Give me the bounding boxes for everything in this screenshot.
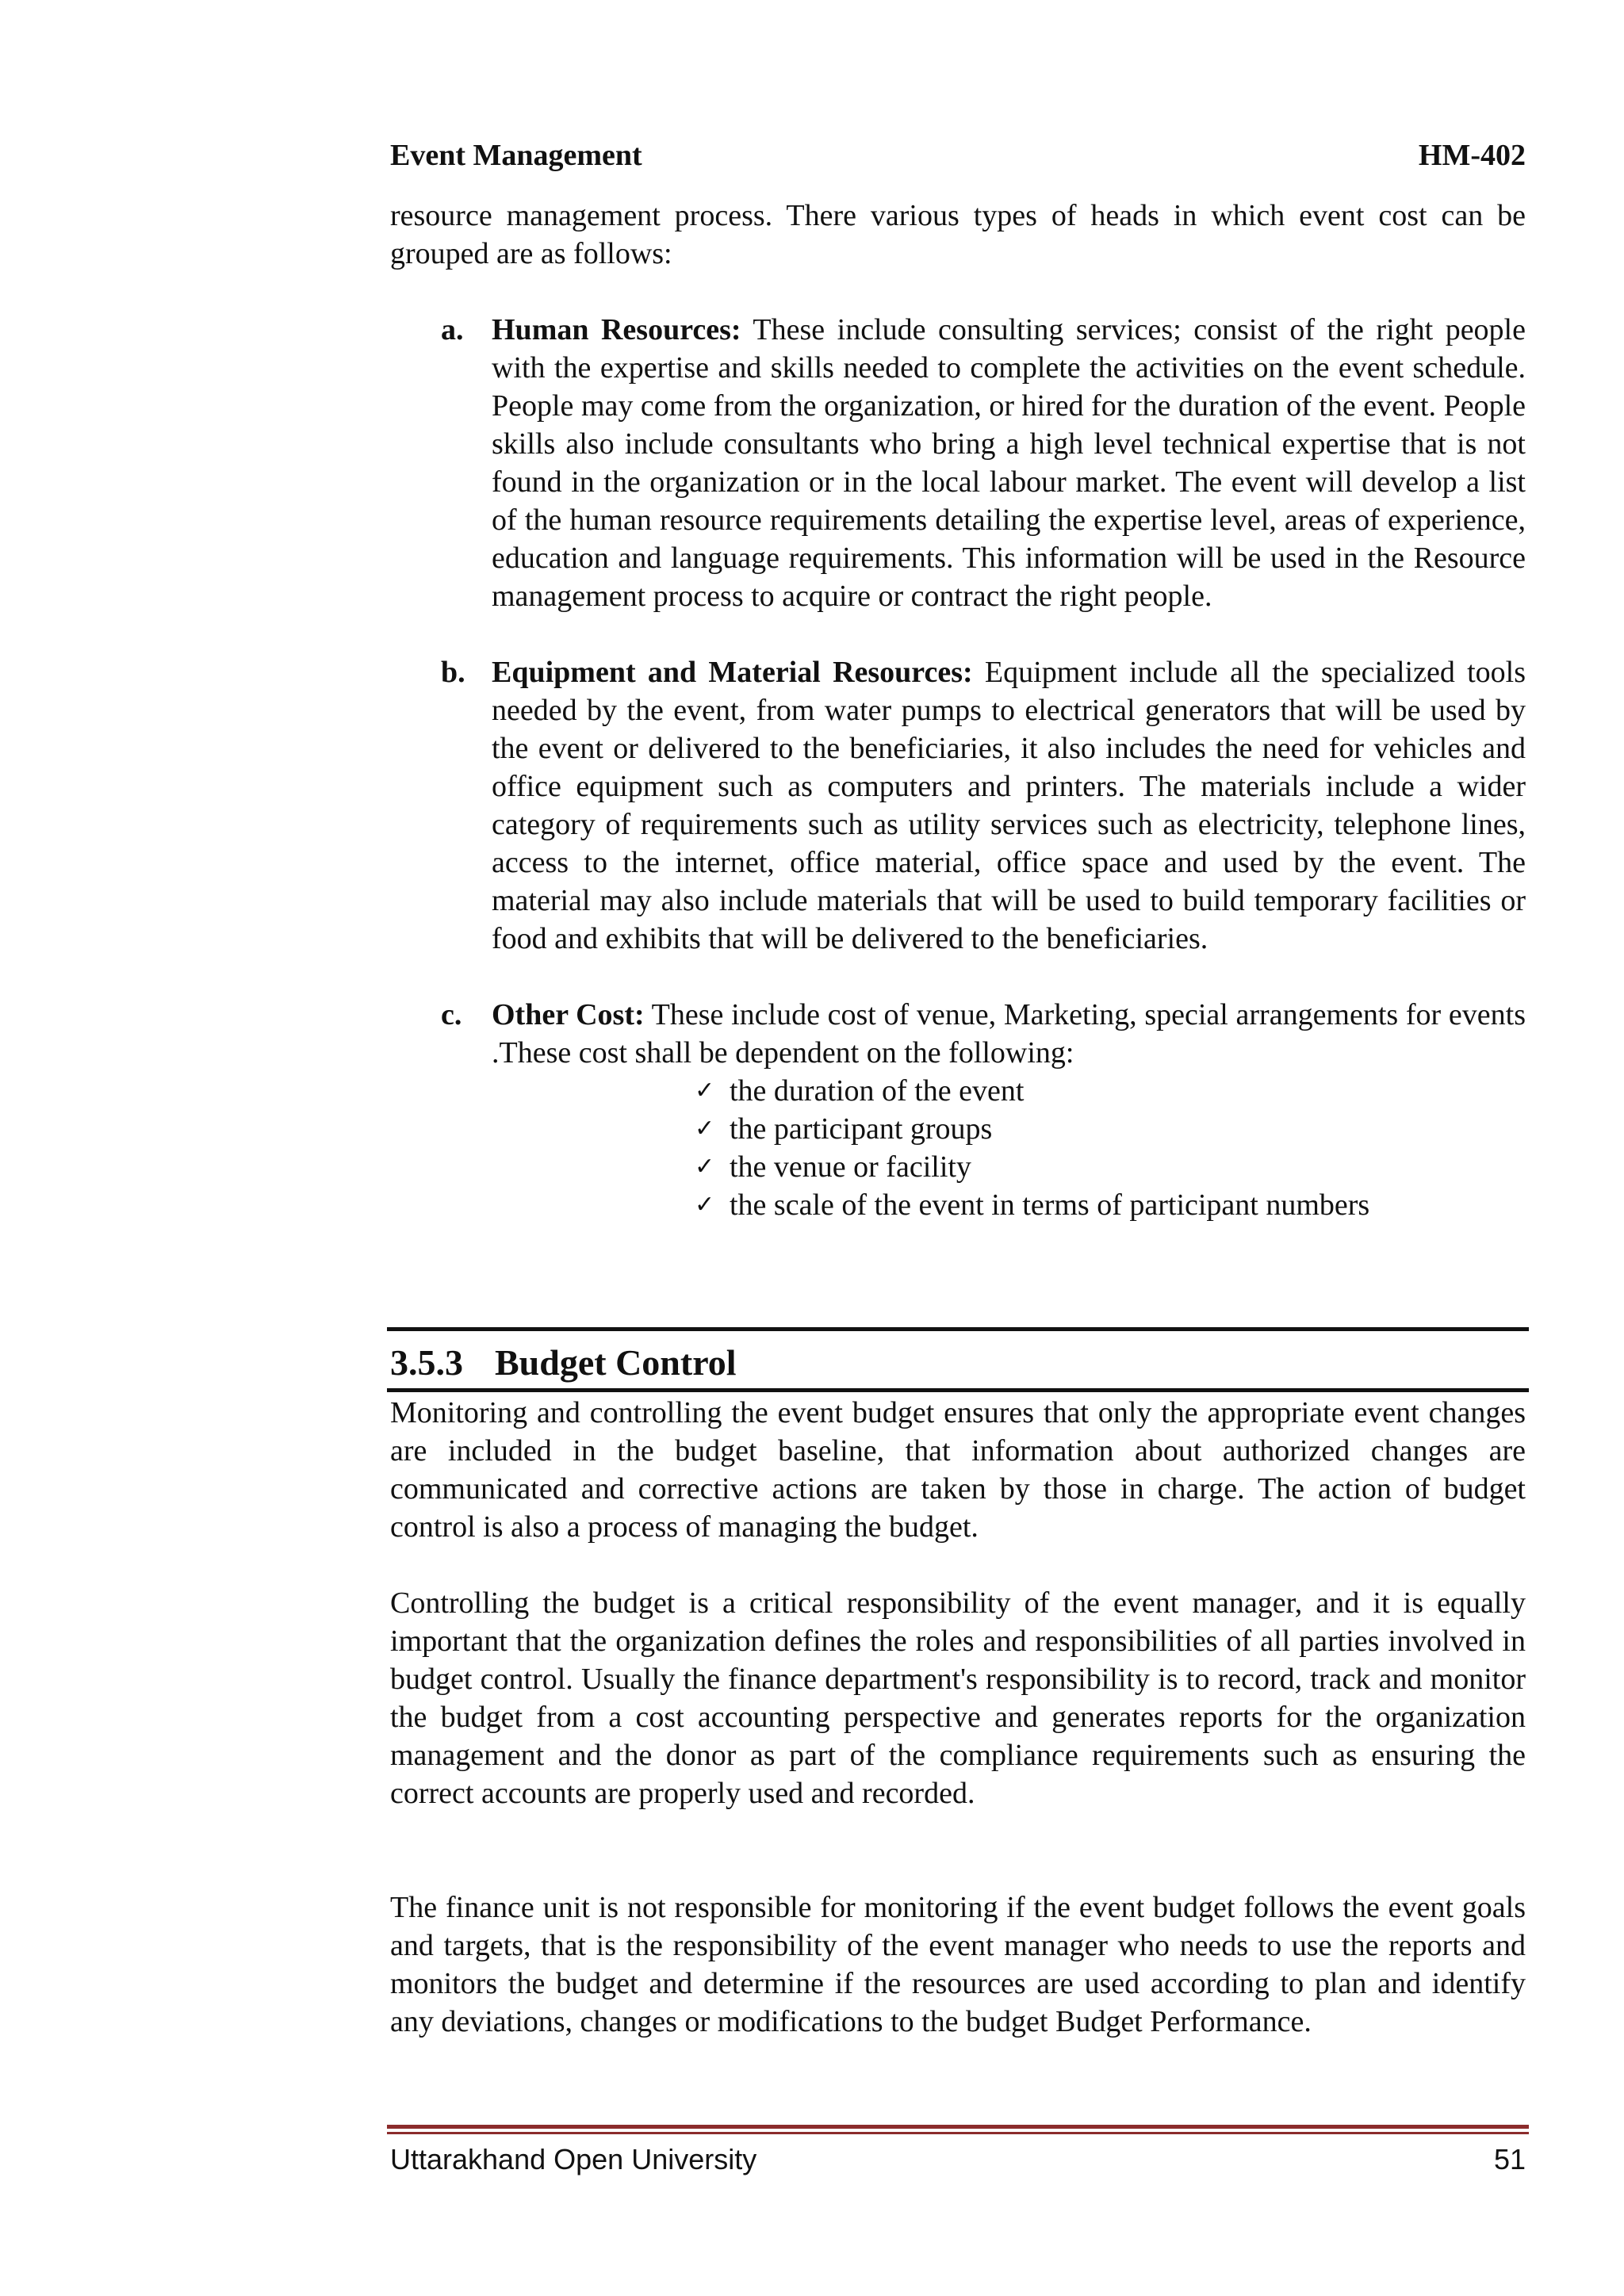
running-footer: [390, 2141, 1526, 2179]
course-code: HM-402: [1418, 139, 1526, 172]
item-text: These include cost of venue, Marketing, special arrangements for events .These cost shall be dependent on the following:: [492, 998, 1526, 1070]
list-marker: b.: [441, 656, 465, 689]
paragraph: The finance unit is not responsible for monitoring if the event budget follows the event goals and targets, that is the responsibility of the event manager who needs to use the reports and monitors the budget and determine if the resources are used according to plan and identify any deviations, changes or modifications to the budget Budget Performance.: [390, 1891, 1526, 2038]
document-page: [390, 0, 1526, 2296]
cost-heads-list: [441, 311, 1526, 1224]
list-marker: c.: [441, 998, 462, 1031]
paragraph: Monitoring and controlling the event budget ensures that only the appropriate event changes are included in the budget baseline, that information about authorized changes are communicated and corrective actions are taken by those in charge. The action of budget control is also a process of managing the budget.: [390, 1396, 1526, 1544]
institution-name: Uttarakhand Open University: [390, 2143, 757, 2175]
check-item: ✓ the duration of the event: [695, 1072, 1526, 1110]
section-title: Budget Control: [495, 1342, 737, 1383]
checkmark-icon: ✓: [695, 1153, 715, 1181]
list-item-equipment-material: [441, 653, 1526, 958]
list-marker: a.: [441, 313, 464, 346]
list-item-human-resources: [441, 311, 1526, 615]
item-heading: Other Cost:: [492, 998, 645, 1031]
check-item: ✓ the venue or facility: [695, 1148, 1526, 1186]
item-text: Equipment include all the specialized tools needed by the event, from water pumps to electrical generators that will be used by the event or delivered to the beneficiaries, it also includes the need for vehicles and office equipment such as computers and printers. The materials include a wider category of requirements such as utility services such as electricity, telephone lines, access to the internet, office material, office space and used by the event. The material may also include materials that will be used to build temporary facilities or food and exhibits that will be delivered to the beneficiaries.: [492, 656, 1526, 955]
running-header: [390, 136, 1526, 174]
course-title: Event Management: [390, 139, 642, 172]
section-heading-box: [387, 1327, 1529, 1392]
dependency-checklist: [695, 1072, 1526, 1224]
section-heading: [390, 1341, 737, 1385]
list-item-other-cost: [441, 996, 1526, 1224]
checkmark-icon: ✓: [695, 1115, 715, 1142]
footer-divider: [387, 2125, 1529, 2134]
check-item: ✓ the participant groups: [695, 1110, 1526, 1148]
checkmark-icon: ✓: [695, 1077, 715, 1104]
paragraph: Controlling the budget is a critical responsibility of the event manager, and it is equally important that the organization defines the roles and responsibilities of all parties involved in budget control. Usually the finance department's responsibility is to record, track and monitor the budget from a cost accounting perspective and generates reports for the organization management and the donor as part of the compliance requirements such as ensuring the correct accounts are properly used and recorded.: [390, 1586, 1526, 1810]
check-item: ✓ the scale of the event in terms of participant numbers: [695, 1186, 1526, 1224]
section-number: 3.5.3: [390, 1342, 463, 1383]
item-heading: Equipment and Material Resources:: [492, 656, 973, 689]
checkmark-icon: ✓: [695, 1191, 715, 1219]
page-number: 51: [1493, 2143, 1526, 2175]
item-text: These include consulting services; consist of the right people with the expertise and skills needed to complete the activities on the event schedule. People may come from the organization, or hired for the duration of the event. People skills also include consultants who bring a high level technical expertise that is not found in the organization or in the local labour market. The event will develop a list of the human resource requirements detailing the expertise level, areas of experience, education and language requirements. This information will be used in the Resource management process to acquire or contract the right people.: [492, 313, 1526, 613]
intro-paragraph: resource management process. There various types of heads in which event cost can be grouped are as follows:: [390, 199, 1526, 270]
item-heading: Human Resources:: [492, 313, 741, 346]
